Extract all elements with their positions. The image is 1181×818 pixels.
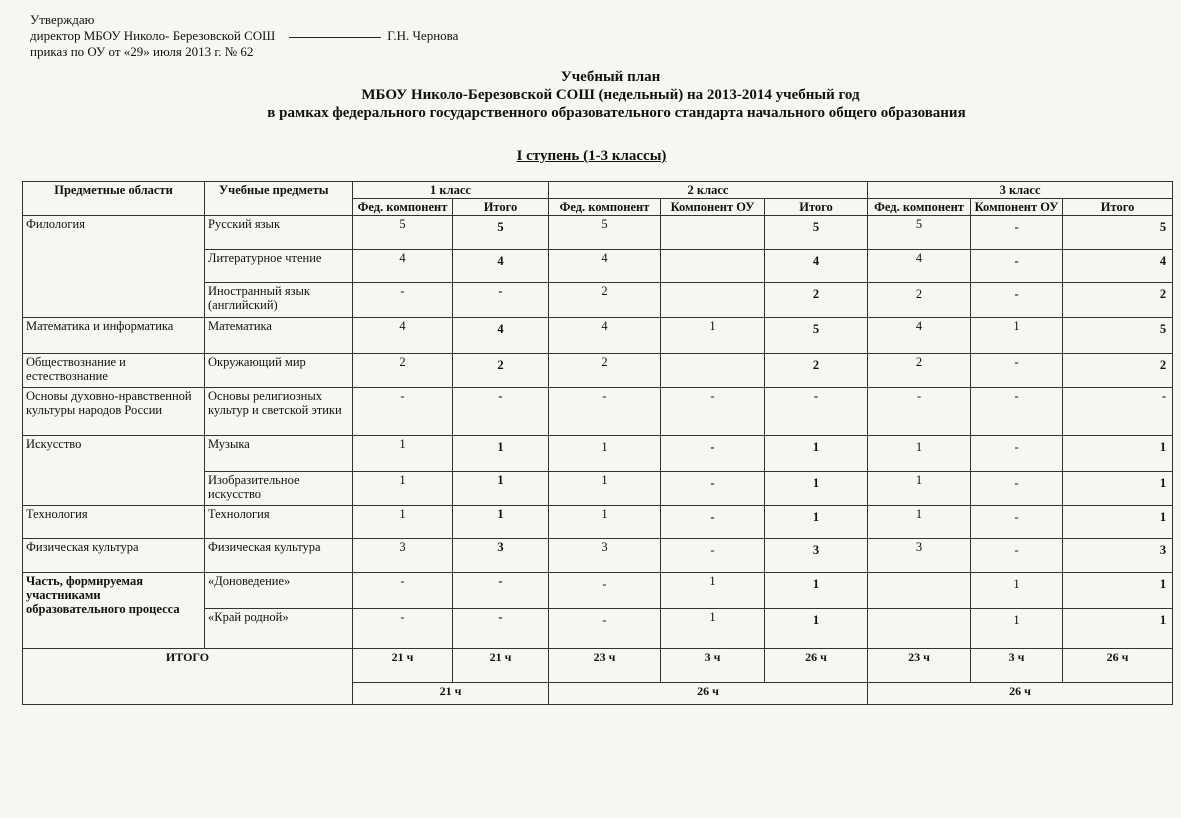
subject-cell: Физическая культура bbox=[205, 539, 353, 573]
table-row bbox=[23, 436, 1173, 472]
value-cell: 1 bbox=[765, 472, 868, 506]
value-cell: 1 bbox=[868, 472, 971, 506]
table-row bbox=[23, 506, 1173, 539]
table-row bbox=[23, 318, 1173, 354]
subject-cell: Окружающий мир bbox=[205, 354, 353, 388]
value-cell: 1 bbox=[353, 472, 453, 506]
total-cell: 21 ч bbox=[353, 649, 453, 683]
total-cell: 3 ч bbox=[661, 649, 765, 683]
value-cell: - bbox=[661, 472, 765, 506]
value-cell: 3 bbox=[868, 539, 971, 573]
value-cell: 1 bbox=[765, 609, 868, 649]
value-cell: 4 bbox=[868, 250, 971, 283]
value-cell: 3 bbox=[353, 539, 453, 573]
header-subject: Учебные предметы bbox=[205, 182, 353, 216]
value-cell: 1 bbox=[661, 573, 765, 609]
value-cell: 2 bbox=[765, 354, 868, 388]
signature-line bbox=[289, 37, 381, 38]
value-cell: - bbox=[1063, 388, 1173, 436]
value-cell: - bbox=[868, 388, 971, 436]
subject-cell: Изобразительное искусство bbox=[205, 472, 353, 506]
value-cell: - bbox=[661, 436, 765, 472]
value-cell: 2 bbox=[549, 354, 661, 388]
subject-cell: Литературное чтение bbox=[205, 250, 353, 283]
value-cell: 4 bbox=[549, 250, 661, 283]
value-cell: 5 bbox=[1063, 318, 1173, 354]
value-cell: 3 bbox=[453, 539, 549, 573]
value-cell: 1 bbox=[1063, 573, 1173, 609]
area-formed: Часть, формируемая участниками образовательного процесса bbox=[23, 573, 205, 649]
total-cell: 3 ч bbox=[971, 649, 1063, 683]
table-row bbox=[23, 539, 1173, 573]
class-1-total: 21 ч bbox=[353, 683, 549, 705]
totals-row bbox=[23, 649, 1173, 683]
header-c3-fed: Фед. компонент bbox=[868, 199, 971, 216]
value-cell: 2 bbox=[549, 283, 661, 318]
value-cell bbox=[661, 283, 765, 318]
value-cell: 1 bbox=[868, 506, 971, 539]
value-cell: 1 bbox=[353, 436, 453, 472]
approval-block bbox=[30, 12, 458, 60]
value-cell: 5 bbox=[765, 216, 868, 250]
value-cell: 4 bbox=[868, 318, 971, 354]
area-tech: Технология bbox=[23, 506, 205, 539]
header-c1-total: Итого bbox=[453, 199, 549, 216]
value-cell: 5 bbox=[353, 216, 453, 250]
value-cell: 1 bbox=[765, 573, 868, 609]
subject-cell: Иностранный язык (английский) bbox=[205, 283, 353, 318]
header-c2-fed: Фед. компонент bbox=[549, 199, 661, 216]
value-cell: 1 bbox=[971, 609, 1063, 649]
value-cell: - bbox=[661, 388, 765, 436]
value-cell: 1 bbox=[971, 573, 1063, 609]
area-philology: Филология bbox=[23, 216, 205, 318]
value-cell: 3 bbox=[765, 539, 868, 573]
table-row bbox=[23, 388, 1173, 436]
value-cell: 1 bbox=[549, 472, 661, 506]
value-cell bbox=[868, 609, 971, 649]
value-cell bbox=[868, 573, 971, 609]
approval-line-2 bbox=[30, 28, 458, 44]
value-cell: 1 bbox=[1063, 472, 1173, 506]
header-class-3: 3 класс bbox=[868, 182, 1173, 199]
value-cell: 4 bbox=[353, 250, 453, 283]
document-title bbox=[0, 68, 1181, 122]
approval-line-1: Утверждаю bbox=[30, 12, 95, 27]
approval-line-3: приказ по ОУ от «29» июля 2013 г. № 62 bbox=[30, 44, 254, 59]
value-cell: 1 bbox=[765, 506, 868, 539]
value-cell: 5 bbox=[765, 318, 868, 354]
class-2-total: 26 ч bbox=[549, 683, 868, 705]
value-cell: 4 bbox=[765, 250, 868, 283]
value-cell: 1 bbox=[971, 318, 1063, 354]
area-pe: Физическая культура bbox=[23, 539, 205, 573]
value-cell: - bbox=[453, 388, 549, 436]
value-cell: - bbox=[971, 539, 1063, 573]
total-cell: 26 ч bbox=[1063, 649, 1173, 683]
header-row-1 bbox=[23, 182, 1173, 199]
value-cell: - bbox=[765, 388, 868, 436]
value-cell: - bbox=[971, 250, 1063, 283]
title-line-1: Учебный план bbox=[560, 69, 661, 85]
subject-cell: Технология bbox=[205, 506, 353, 539]
area-spiritual: Основы духовно-нравственной культуры народов России bbox=[23, 388, 205, 436]
value-cell: 1 bbox=[453, 436, 549, 472]
value-cell: 2 bbox=[1063, 283, 1173, 318]
value-cell: - bbox=[549, 388, 661, 436]
value-cell: 2 bbox=[353, 354, 453, 388]
title-line-2: МБОУ Николо-Березовской СОШ (недельный) на 2013-2014 учебный год bbox=[361, 87, 860, 103]
area-social: Обществознание и естествознание bbox=[23, 354, 205, 388]
total-cell: 23 ч bbox=[549, 649, 661, 683]
value-cell: - bbox=[453, 573, 549, 609]
approval-director: директор МБОУ Николо- Березовской СОШ bbox=[30, 28, 276, 43]
area-math: Математика и информатика bbox=[23, 318, 205, 354]
subject-cell: Основы религиозных культур и светской этики bbox=[205, 388, 353, 436]
totals-label: ИТОГО bbox=[23, 649, 353, 705]
value-cell: - bbox=[353, 573, 453, 609]
value-cell: 1 bbox=[353, 506, 453, 539]
value-cell: 4 bbox=[1063, 250, 1173, 283]
value-cell: 2 bbox=[868, 354, 971, 388]
header-c2-total: Итого bbox=[765, 199, 868, 216]
value-cell: 1 bbox=[661, 318, 765, 354]
value-cell: 1 bbox=[661, 609, 765, 649]
value-cell: 2 bbox=[868, 283, 971, 318]
table-row bbox=[23, 573, 1173, 609]
total-cell: 23 ч bbox=[868, 649, 971, 683]
value-cell: - bbox=[971, 472, 1063, 506]
value-cell: 5 bbox=[868, 216, 971, 250]
value-cell: - bbox=[971, 436, 1063, 472]
value-cell bbox=[661, 250, 765, 283]
approval-signer: Г.Н. Чернова bbox=[387, 28, 459, 43]
value-cell: 2 bbox=[453, 354, 549, 388]
value-cell: 5 bbox=[1063, 216, 1173, 250]
value-cell: 1 bbox=[1063, 609, 1173, 649]
value-cell: - bbox=[971, 506, 1063, 539]
value-cell: 1 bbox=[453, 506, 549, 539]
value-cell: 1 bbox=[1063, 506, 1173, 539]
value-cell: - bbox=[453, 283, 549, 318]
subject-cell: Русский язык bbox=[205, 216, 353, 250]
table-row bbox=[23, 216, 1173, 250]
header-c3-total: Итого bbox=[1063, 199, 1173, 216]
value-cell: 4 bbox=[353, 318, 453, 354]
value-cell: - bbox=[971, 283, 1063, 318]
subject-cell: «Доноведение» bbox=[205, 573, 353, 609]
class-3-total: 26 ч bbox=[868, 683, 1173, 705]
value-cell: - bbox=[353, 609, 453, 649]
value-cell: 1 bbox=[868, 436, 971, 472]
value-cell: 1 bbox=[549, 506, 661, 539]
value-cell: - bbox=[353, 283, 453, 318]
table-row bbox=[23, 354, 1173, 388]
header-c1-fed: Фед. компонент bbox=[353, 199, 453, 216]
value-cell: 1 bbox=[453, 472, 549, 506]
total-cell: 21 ч bbox=[453, 649, 549, 683]
total-cell: 26 ч bbox=[765, 649, 868, 683]
value-cell: - bbox=[661, 539, 765, 573]
title-line-3: в рамках федерального государственного образовательного стандарта начального общего образования bbox=[267, 105, 966, 121]
value-cell: 4 bbox=[549, 318, 661, 354]
curriculum-table bbox=[22, 181, 1173, 705]
value-cell: - bbox=[971, 216, 1063, 250]
value-cell: - bbox=[353, 388, 453, 436]
area-art: Искусство bbox=[23, 436, 205, 506]
header-class-1: 1 класс bbox=[353, 182, 549, 199]
subject-cell: «Край родной» bbox=[205, 609, 353, 649]
value-cell: - bbox=[971, 388, 1063, 436]
header-class-2: 2 класс bbox=[549, 182, 868, 199]
value-cell bbox=[661, 354, 765, 388]
subject-cell: Музыка bbox=[205, 436, 353, 472]
value-cell: - bbox=[661, 506, 765, 539]
value-cell: 1 bbox=[765, 436, 868, 472]
value-cell: 1 bbox=[1063, 436, 1173, 472]
value-cell: - bbox=[971, 354, 1063, 388]
value-cell: 4 bbox=[453, 250, 549, 283]
stage-heading: I ступень (1-3 классы) bbox=[516, 148, 667, 164]
value-cell bbox=[661, 216, 765, 250]
value-cell: 5 bbox=[549, 216, 661, 250]
subject-cell: Математика bbox=[205, 318, 353, 354]
value-cell: 3 bbox=[1063, 539, 1173, 573]
value-cell: 2 bbox=[765, 283, 868, 318]
value-cell: - bbox=[453, 609, 549, 649]
value-cell: 2 bbox=[1063, 354, 1173, 388]
value-cell: - bbox=[549, 573, 661, 609]
value-cell: 1 bbox=[549, 436, 661, 472]
value-cell: - bbox=[549, 609, 661, 649]
value-cell: 4 bbox=[453, 318, 549, 354]
header-c3-comp: Компонент ОУ bbox=[971, 199, 1063, 216]
header-c2-comp: Компонент ОУ bbox=[661, 199, 765, 216]
value-cell: 3 bbox=[549, 539, 661, 573]
value-cell: 5 bbox=[453, 216, 549, 250]
header-area: Предметные области bbox=[23, 182, 205, 216]
